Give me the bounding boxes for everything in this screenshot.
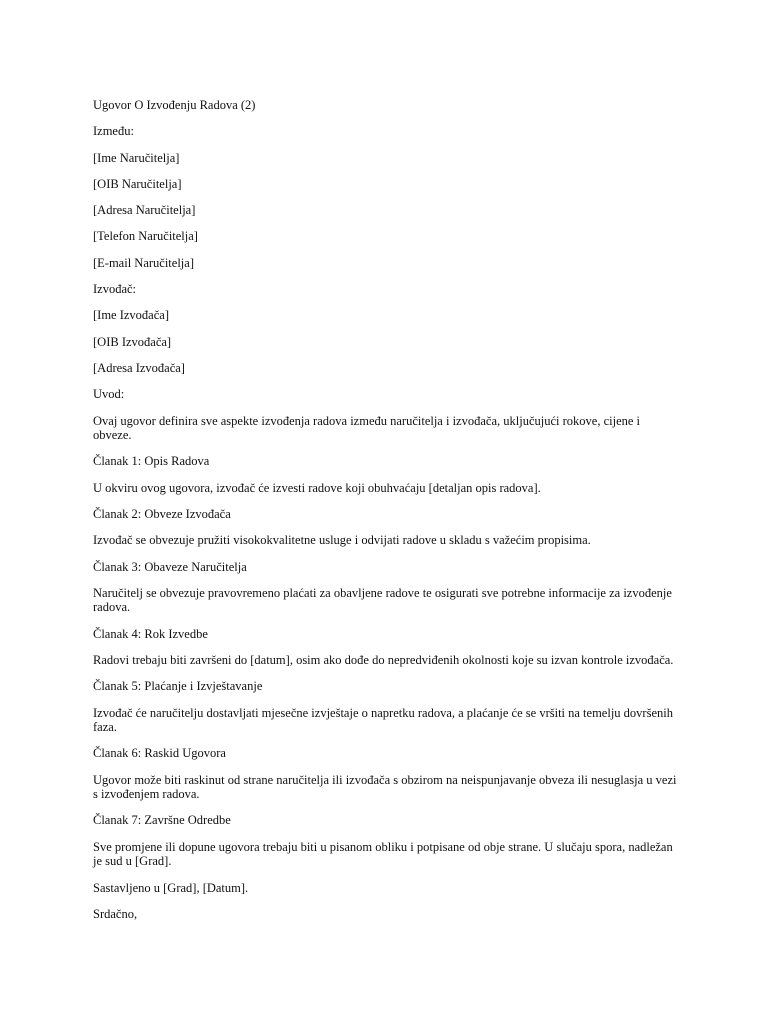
article-2-heading: Članak 2: Obveze Izvođača (93, 506, 231, 521)
article-7-text: Sve promjene ili dopune ugovora trebaju biti u pisanom obliku i potpisane od obje strane. U slučaju spora, nadležan je sud u [Grad]. (93, 839, 673, 869)
document-title: Ugovor O Izvođenju Radova (2) (93, 98, 256, 112)
article-5-heading: Članak 5: Plaćanje i Izvještavanje (93, 679, 263, 694)
article-4-text: Radovi trebaju biti završeni do [datum], osim ako dođe do nepredviđenih okolnosti koje su izvan kontrole izvođača. (93, 652, 674, 667)
client-name: [Ime Naručitelja] (93, 150, 180, 165)
article-3-heading: Članak 3: Obaveze Naručitelja (93, 559, 247, 574)
contractor-oib: [OIB Izvođača] (93, 334, 172, 349)
place-date-line: Sastavljeno u [Grad], [Datum]. (93, 880, 249, 895)
article-6-heading: Članak 6: Raskid Ugovora (93, 746, 226, 761)
closing-line: Srdačno, (93, 906, 138, 921)
parties-intro: Između: (93, 124, 134, 139)
article-6-text: Ugovor može biti raskinut od strane naručitelja ili izvođača s obzirom na neispunjavanje obveza ili nesuglasja u vezi s izvođenjem radova. (93, 772, 677, 802)
client-phone: [Telefon Naručitelja] (93, 229, 198, 244)
contractor-address: [Adresa Izvođača] (93, 360, 185, 375)
article-2-text: Izvođač se obvezuje pružiti visokokvalitetne usluge i odvijati radove u skladu s važećim propisima. (93, 533, 591, 548)
client-oib: [OIB Naručitelja] (93, 176, 182, 191)
contractor-heading: Izvođač: (93, 282, 137, 297)
intro-heading: Uvod: (93, 387, 125, 402)
article-4-heading: Članak 4: Rok Izvedbe (93, 626, 208, 641)
client-address: [Adresa Naručitelja] (93, 203, 196, 218)
article-5-text: Izvođač će naručitelju dostavljati mjesečne izvještaje o napretku radova, a plaćanje će se vršiti na temelju dovršenih faza. (93, 705, 673, 735)
intro-text: Ovaj ugovor definira sve aspekte izvođenja radova između naručitelja i izvođača, uključujući rokove, cijene i obveze. (93, 413, 641, 443)
contractor-name: [Ime Izvođača] (93, 308, 169, 323)
article-3-text: Naručitelj se obvezuje pravovremeno plaćati za obavljene radove te osigurati sve potrebne informacije za izvođenje radova. (93, 585, 672, 615)
article-1-heading: Članak 1: Opis Radova (93, 454, 210, 469)
document-page (93, 98, 678, 933)
article-7-heading: Članak 7: Završne Odredbe (93, 813, 231, 828)
client-email: [E-mail Naručitelja] (93, 255, 194, 270)
article-1-text: U okviru ovog ugovora, izvođač će izvesti radove koji obuhvaćaju [detaljan opis radova]. (93, 480, 541, 495)
